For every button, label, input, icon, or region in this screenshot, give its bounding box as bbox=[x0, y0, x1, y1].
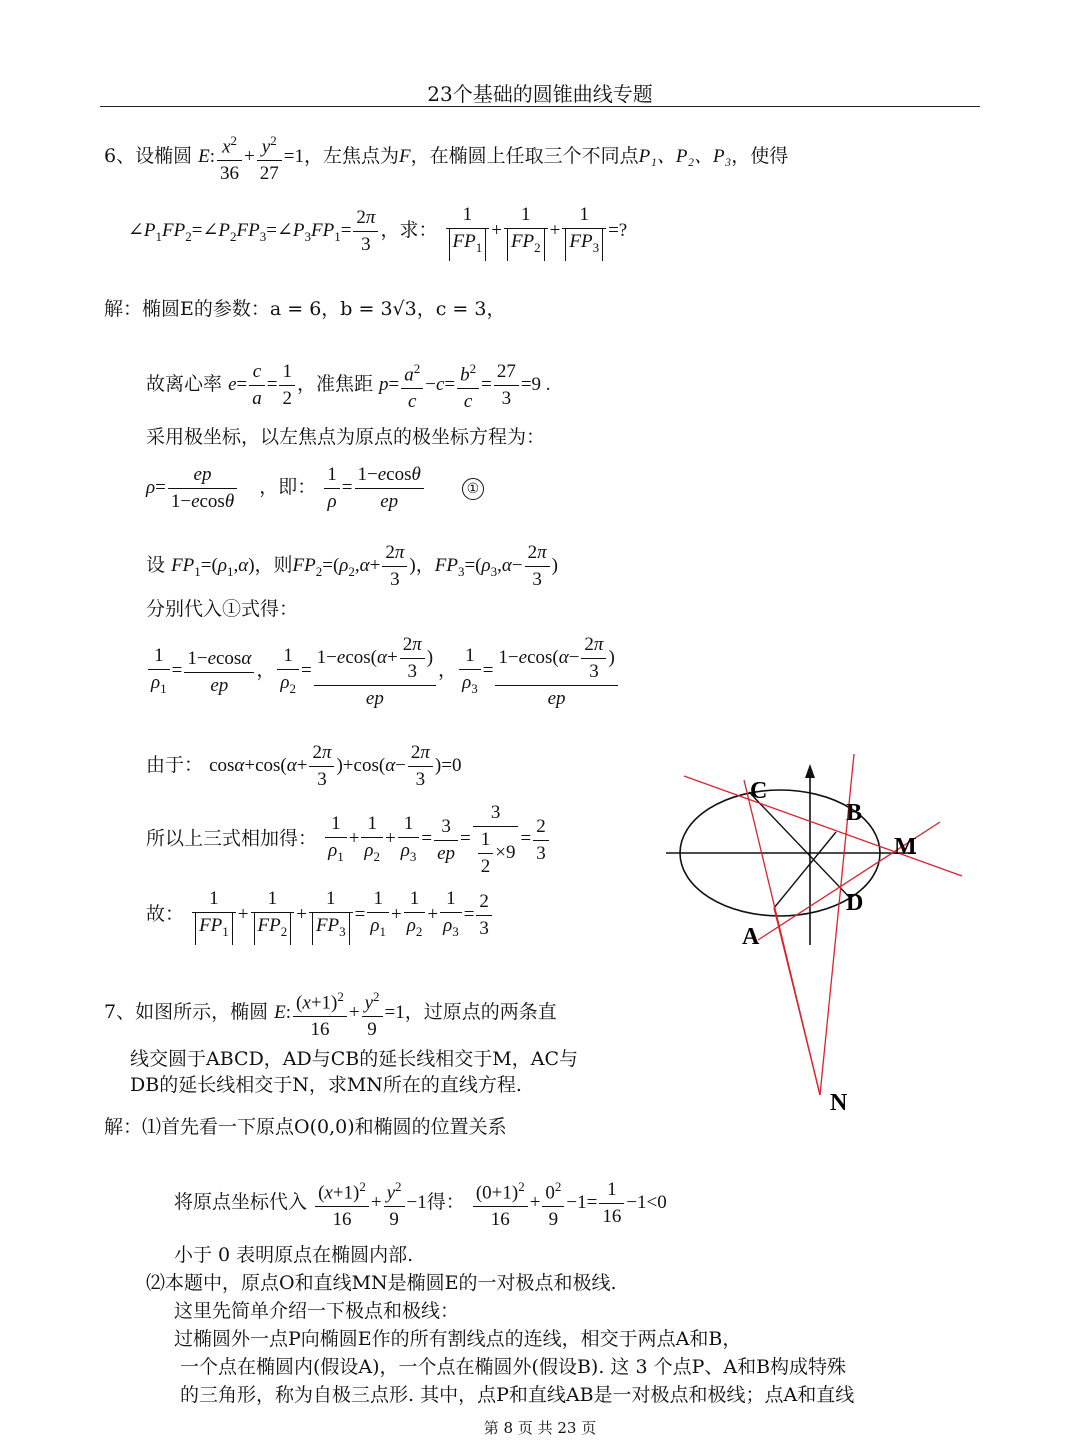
sum-line bbox=[146, 800, 551, 880]
label-d: D bbox=[846, 890, 864, 916]
focus-label: F bbox=[399, 146, 411, 168]
substitute-result: $\frac{(0+1)^2}{16}$ + $\frac{0^2}{9}$ −1= $\frac{1}{16}$ −1<0 bbox=[471, 1192, 667, 1213]
then-label: ，则 bbox=[254, 553, 293, 576]
ellipse-pole-polar-figure bbox=[640, 740, 980, 1130]
step2-statement: ⑵本题中，原点O和直线MN是椭圆E的一对极点和极线. bbox=[146, 1272, 617, 1294]
ellipse-equation-6: E: $\frac{x^2}{36}$ + $\frac{y^2}{27}$ =1 bbox=[198, 146, 304, 167]
ie-label: ，即： bbox=[259, 475, 317, 498]
since-line bbox=[146, 740, 461, 793]
header-rule bbox=[100, 106, 980, 107]
pole-paragraph-2: 一个点在椭圆内(假设A)，一个点在椭圆外(假设B). 这 3 个点P、A和B构成特殊 bbox=[180, 1356, 847, 1378]
label-a: A bbox=[742, 924, 760, 950]
polar-intro: 采用极坐标，以左焦点为原点的极坐标方程为： bbox=[146, 426, 546, 448]
polar-reciprocal: $\frac{1}{\rho}$ = $\frac{1-ecos\theta}{ep}$ bbox=[322, 477, 426, 498]
label-c: C bbox=[750, 778, 768, 804]
solution6-label: 解： bbox=[104, 298, 143, 320]
substitute-expression: $\frac{(x+1)^2}{16}$ + $\frac{y^2}{9}$ −1 bbox=[313, 1192, 427, 1213]
question-expression: $\frac{1}{FP_1}$ + $\frac{1}{FP_2}$ + $\frac{1}{FP_3}$ =? bbox=[444, 220, 628, 241]
page-footer: 第 8 页 共 23 页 bbox=[483, 1419, 597, 1437]
problem7-number: 7、 bbox=[104, 1001, 136, 1024]
pole-paragraph-1: 过椭圆外一点P向椭圆E作的所有割线点的连线，相交于两点A和B， bbox=[174, 1328, 742, 1350]
polar-points-line: 设 $FP_1=(\rho_1,\alpha)$，则$FP_2=(\rho_2,\alpha+$ $\frac{2\pi}{3}$ )，$FP_3=(\rho_3,\alpha-$ $\frac{2\pi}{3}$ ) bbox=[146, 542, 558, 590]
line-cbm bbox=[684, 776, 962, 876]
ecc-label: 故离心率 bbox=[146, 373, 223, 396]
chord-ab bbox=[774, 832, 836, 908]
three-equations bbox=[146, 632, 620, 712]
solution6-line1 bbox=[104, 296, 505, 322]
page-header-title: 23个基础的圆锥曲线专题 bbox=[427, 82, 653, 106]
solution6-eccentricity bbox=[146, 356, 551, 415]
angle-condition: $\angle P_1FP_2=\angle P_2FP_3=\angle P_3FP_1=$ $\frac{2\pi}{3}$ bbox=[128, 220, 380, 241]
problem6-mid: ，左焦点为 bbox=[303, 145, 399, 168]
problem7-line3: DB的延长线相交于N，求MN所在的直线方程. bbox=[130, 1074, 522, 1096]
dir-label: ，准焦距 bbox=[296, 373, 373, 396]
polar-equation: ρ= $\frac{ep}{1-ecos\theta}$ bbox=[146, 477, 239, 498]
polar-equation-line bbox=[146, 462, 484, 515]
chord-cd bbox=[749, 792, 852, 900]
ellipse-equation-7: E: $\frac{(x+1)^2}{16}$ + $\frac{y^2}{9}$ =1 bbox=[274, 1002, 405, 1023]
solution7-line1 bbox=[104, 1114, 507, 1140]
circled-one-marker: ① bbox=[462, 478, 484, 500]
substitute-label: 分别代入①式得： bbox=[146, 598, 299, 620]
since-label: 由于： bbox=[146, 753, 204, 776]
problem6-ask: ，求： bbox=[380, 218, 438, 241]
focal-param-formula: p= $\frac{a^2}{c}$ −c= $\frac{b^2}{c}$ = $\frac{27}{3}$ =9 . bbox=[379, 374, 551, 395]
problem6-intro: 设椭圆 bbox=[135, 145, 193, 168]
problem6-mid2: ，在椭圆上任取三个不同点 bbox=[410, 145, 639, 168]
label-n: N bbox=[830, 1090, 848, 1116]
problem6-end: ，使得 bbox=[731, 145, 789, 168]
solution6-params: 椭圆E的参数：a = 6，b = 3√3，c = 3， bbox=[142, 298, 506, 320]
problem6-number: 6、 bbox=[104, 145, 136, 168]
solution7-substitute-line bbox=[174, 1174, 667, 1233]
chords bbox=[749, 792, 852, 908]
solution7-label: 解： bbox=[104, 1116, 143, 1138]
solution7-step1: ⑴首先看一下原点O(0,0)和椭圆的位置关系 bbox=[142, 1116, 507, 1138]
set-label: 设 bbox=[146, 553, 166, 576]
secant-lines bbox=[684, 754, 962, 1095]
ecc-formula: e= $\frac{c}{a}$ = $\frac{1}{2}$ bbox=[228, 374, 297, 395]
inside-statement: 小于 0 表明原点在椭圆内部. bbox=[174, 1244, 414, 1266]
problem7-line1 bbox=[104, 984, 557, 1043]
problem6-line2 bbox=[128, 202, 627, 261]
therefore-label: 故： bbox=[146, 902, 185, 925]
points-label: P₁、P₂、P₃ bbox=[638, 146, 732, 168]
cos-sum-identity: cosα+cos(α+ $\frac{2\pi}{3}$ )+cos(α− $\frac{2\pi}{3}$ )=0 bbox=[209, 742, 462, 790]
label-m: M bbox=[894, 834, 917, 860]
get-label: 得： bbox=[426, 1191, 465, 1214]
polar-points: $FP_1=(\rho_1,\alpha)$ bbox=[171, 554, 255, 579]
line-an bbox=[774, 908, 820, 1095]
problem7-intro: 如图所示，椭圆 bbox=[135, 1001, 269, 1024]
problem7-end: ，过原点的两条直 bbox=[404, 1001, 557, 1024]
problem6-line1 bbox=[104, 128, 788, 187]
pole-intro: 这里先简单介绍一下极点和极线： bbox=[174, 1300, 460, 1322]
problem7-line2: 线交圆于ABCD，AD与CB的延长线相交于M，AC与 bbox=[130, 1048, 578, 1070]
sum-equation: $\frac{1}{\rho_1}$ + $\frac{1}{\rho_2}$ + $\frac{1}{\rho_3}$ = $\frac{3}{ep}$ = 3 $\frac{1}{2}$ ×9 = $\frac{2}{3}$ bbox=[323, 828, 551, 849]
sum-label: 所以上三式相加得： bbox=[146, 827, 318, 850]
pole-paragraph-3: 的三角形，称为自极三点形. 其中，点P和直线AB是一对极点和极线；点A和直线 bbox=[180, 1384, 855, 1406]
label-b: B bbox=[846, 800, 863, 826]
substitute-origin-label: 将原点坐标代入 bbox=[174, 1191, 308, 1214]
therefore-line bbox=[146, 886, 494, 945]
final-answer-6: $\frac{1}{FP_1}$ + $\frac{1}{FP_2}$ + $\frac{1}{FP_3}$ = $\frac{1}{\rho_1}$ + $\frac{1}{\rho_2}$ + $\frac{1}{\rho_3}$ = $\frac{2}{3}$ bbox=[190, 904, 494, 925]
reciprocal-rho-equations: $\frac{1}{\rho_1}$ = $\frac{1-ecos\alpha}{ep}$ ， $\frac{1}{\rho_2}$ = 1−ecos(α+ $\frac{2\pi}{3}$ ) ep ， $\frac{1}{\rho_3}$ = 1−ecos(α− $\frac{2\pi}{3}$ ) ep bbox=[146, 660, 620, 681]
y-axis-arrow bbox=[805, 764, 815, 778]
